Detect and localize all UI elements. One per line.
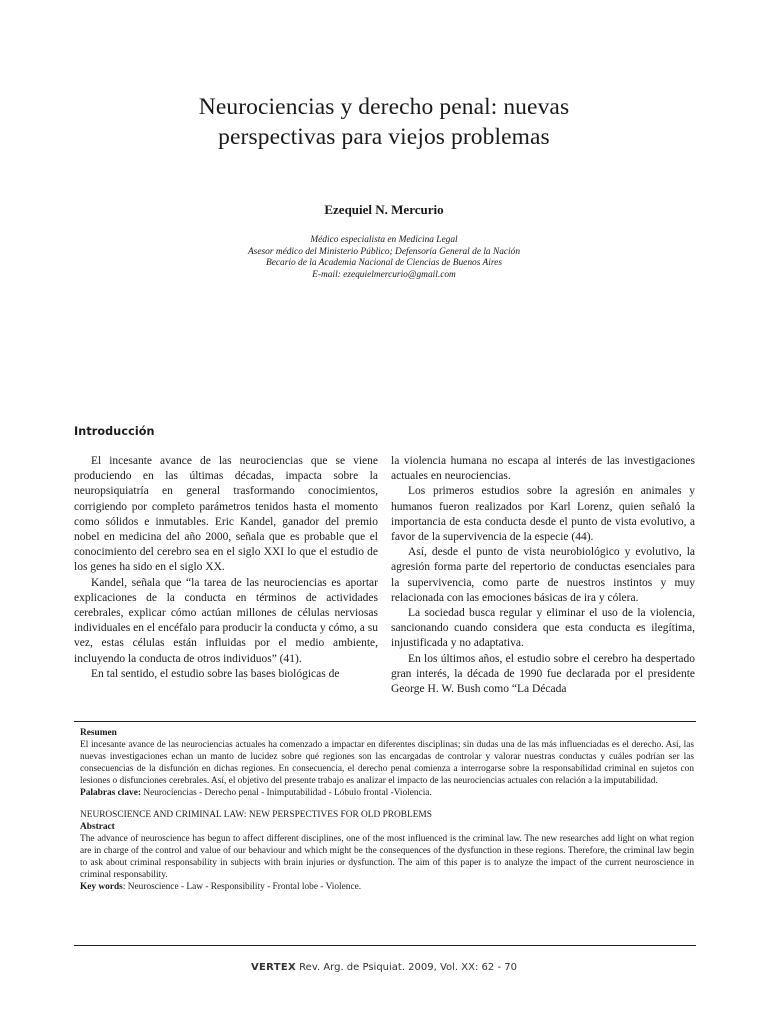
resumen-text: El incesante avance de las neurociencias actuales ha comenzado a impactar en diferentes disciplinas; sin dudas una de las más influenciadas es el derecho. Así, las nuevas investigaciones echan un manto de lucidez sobre qué regiones son las encargadas de controlar y valorar nuestras conductas y cuáles podrían ser las consecuencias de la disfunción en dichas regiones. En consecuencia, el derecho penal comienza a interrogarse sobre la responsabilidad criminal en sujetos con lesiones o disfunciones cerebrales. Así, el objetivo del presente trabajo es analizar el impacto de las neurociencias actuales con relación a la imputabilidad. bbox=[80, 740, 694, 787]
abstract-text: The advance of neuroscience has begun to affect different disciplines, one of the most influenced is the criminal law. The new researches add light on what region are in charge of the control and value of our behaviour and which might be the consequences of the dysfunction in these regions. Therefore, the criminal law begin to ask about criminal responsability in subjects with brain injuries or dysfunction. The aim of this paper is to analyze the impact of the current neuroscience in criminal responsability. bbox=[80, 833, 694, 881]
section-heading-introduccion: Introducción bbox=[74, 425, 155, 438]
palabras-clave bbox=[80, 787, 694, 799]
journal-brand: VERTEX bbox=[251, 962, 296, 973]
paragraph: Kandel, señala que “la tarea de las neurociencias es aportar explicaciones de la conducta en términos de actividades cerebrales, explicar cómo actúan millones de células nerviosas individuales en el encéfalo para producir la conducta y cómo, a su vez, estas células están influidas por el medio ambiente, incluyendo la conducta de otros individuos” (41). bbox=[74, 576, 378, 665]
affiliation-line: Médico especialista en Medicina Legal bbox=[310, 235, 458, 245]
article-title bbox=[60, 92, 708, 152]
body-column-right bbox=[391, 454, 695, 697]
author-email: E-mail: ezequielmercurio@gmail.com bbox=[312, 269, 456, 280]
paragraph: El incesante avance de las neurociencias que se viene produciendo en las últimas décadas, impacta sobre la neuropsiquiatría en general trasformando conocimientos, corrigiendo por completo parámetros tenidos hasta el momento como sólidos e inmutables. Eric Kandel, ganador del premio nobel en medicina del año 2000, señala que es probable que el conocimiento del cerebro sea en el siglo XXI lo que el estudio de los genes ha sido en el siglo XX. bbox=[74, 455, 378, 574]
abstract-top-rule bbox=[74, 721, 696, 722]
abstract-bottom-rule bbox=[74, 945, 696, 946]
paragraph: En tal sentido, el estudio sobre las bases biológicas de bbox=[91, 667, 340, 680]
paragraph: La sociedad busca regular y eliminar el uso de la violencia, sancionando cuando considera que esta conducta es ilegítima, injustificada y no adaptativa. bbox=[391, 607, 695, 650]
palabras-clave-text: Neurociencias - Derecho penal - Inimputabilidad - Lóbulo frontal -Violencia. bbox=[140, 788, 432, 799]
english-title: NEUROSCIENCE AND CRIMINAL LAW: NEW PERSPECTIVES FOR OLD PROBLEMS bbox=[80, 809, 432, 820]
paragraph: Así, desde el punto de vista neurobiológico y evolutivo, la agresión forma parte del repertorio de conductas esenciales para la supervivencia, como parte de nuestros instintos y muy relacionada con las emociones básicas de ira y cólera. bbox=[391, 546, 695, 604]
key-words bbox=[80, 881, 694, 893]
key-words-text: : Neuroscience - Law - Responsibility - Frontal lobe - Violence. bbox=[122, 882, 362, 893]
affiliation-line: Becario de la Academia Nacional de Ciencias de Buenos Aires bbox=[266, 258, 502, 268]
resumen-label: Resumen bbox=[80, 728, 117, 738]
paragraph: En los últimos años, el estudio sobre el cerebro ha despertado gran interés, la década de 1990 fue declarada por el presidente George H. W. Bush como “La Década bbox=[391, 652, 695, 696]
affiliation-line: Asesor médico del Ministerio Público; Defensoría General de la Nación bbox=[247, 246, 521, 257]
title-line-2: perspectivas para viejos problemas bbox=[218, 124, 550, 150]
paragraph: Los primeros estudios sobre la agresión en animales y humanos fueron realizados por Karl Lorenz, quien señaló la importancia de esta conducta desde el punto de vista evolutivo, a favor de la supervivencia de la especie (44). bbox=[391, 485, 695, 544]
abstract-box bbox=[80, 727, 694, 893]
page-footer bbox=[0, 962, 768, 973]
body-column-left bbox=[74, 454, 378, 682]
palabras-clave-label: Palabras clave: bbox=[80, 788, 141, 799]
key-words-label: Key words bbox=[80, 882, 123, 893]
paragraph: la violencia humana no escapa al interés de las investigaciones actuales en neurociencias. bbox=[391, 455, 695, 483]
abstract-label: Abstract bbox=[80, 821, 115, 832]
author-name: Ezequiel N. Mercurio bbox=[324, 202, 444, 217]
journal-citation: Rev. Arg. de Psiquiat. 2009, Vol. XX: 62 - 70 bbox=[295, 962, 517, 973]
title-line-1: Neurociencias y derecho penal: nuevas bbox=[198, 94, 570, 120]
author-affiliations bbox=[0, 235, 768, 281]
